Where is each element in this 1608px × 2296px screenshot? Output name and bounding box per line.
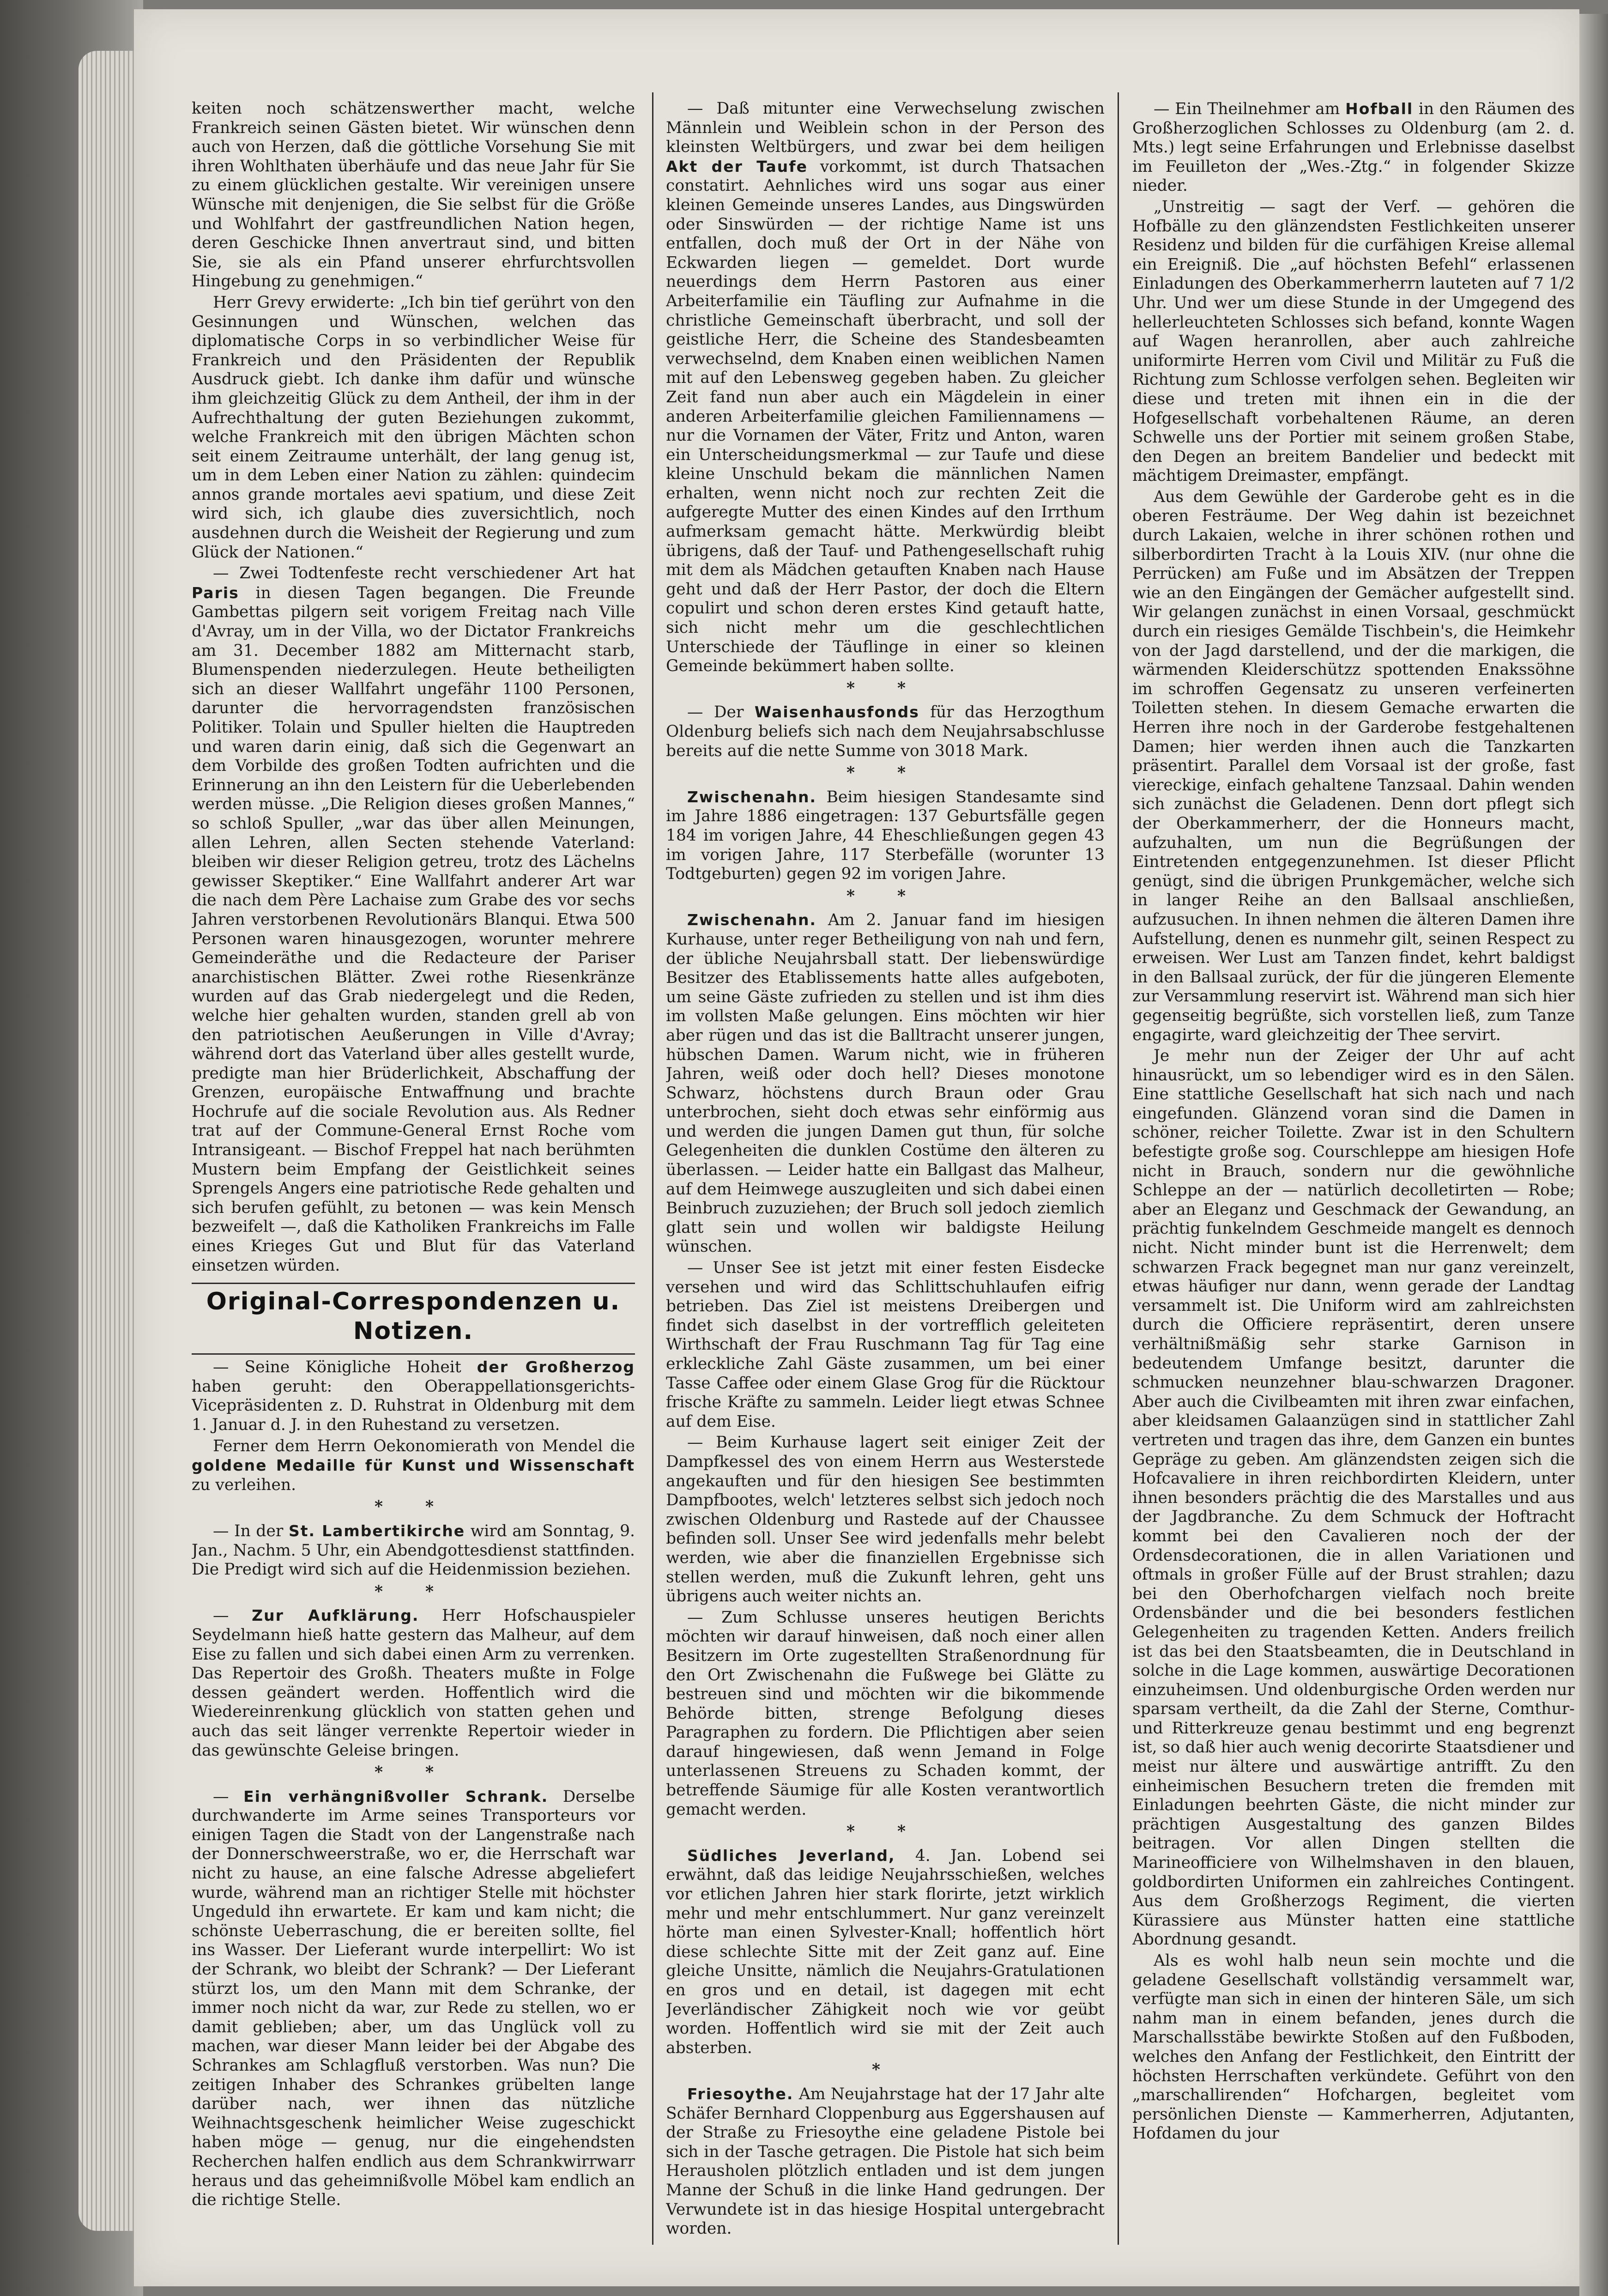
- section-divider: [192, 1283, 635, 1284]
- keyword: St. Lambertikirche: [288, 1521, 465, 1540]
- paragraph: — Der Waisenhausfonds für das Herzogthum Oldenburg beliefs sich nach dem Neujahrsabschlusse bereits auf die nette Summe von 3018 Mark.: [666, 703, 1105, 760]
- column-3: [1132, 99, 1575, 2242]
- paragraph: — Seine Königliche Hoheit der Großherzog haben geruht: den Oberappellationsgerichts-Vicepräsidenten z. D. Ruhstrat in Oldenburg mit dem 1. Januar d. J. in den Ruhestand zu versetzen.: [192, 1358, 635, 1434]
- paragraph: „Unstreitig — sagt der Verf. — gehören die Hofbälle zu den glänzendsten Festlichkeiten unserer Residenz und bilden für die curfähigen Kreise allemal ein Ereigniß. Die „auf höchsten Befehl“ erlassenen Einladungen des Oberkammerherrn lauteten auf 7 1/2 Uhr. Und wer um diese Stunde in der Umgegend des hellerleuchteten Schlosses sich befand, konnte Wagen auf Wagen heranrollen, aber auch zahlreiche uniformirte Herren vom Civil und Militär zu Fuß die Richtung zum Schlosse verfolgen sehen. Begleiten wir diese und treten mit ihnen ein in die der Hofgesellschaft vorbehaltenen Räume, an deren Schwelle uns der Portier mit seinem großen Stabe, den Degen an breitem Bandelier und bedeckt mit mächtigem Dreimaster, empfängt.: [1132, 197, 1575, 485]
- keyword: Südliches Jeverland,: [687, 1846, 895, 1865]
- keyword: Paris: [192, 583, 239, 602]
- separator-stars: *: [871, 2060, 899, 2079]
- separator-stars: * *: [374, 1582, 453, 1601]
- separator-stars: * *: [846, 763, 925, 782]
- paragraph: keiten noch schätzenswerther macht, welche Frankreich seinen Gästen bietet. Wir wünschen denn auch von Herzen, daß die göttliche Vorsehung Sie mit ihren Wohlthaten überhäufe und das neue Jahr für Sie zu einem glücklichen gestalte. Wir vereinigen unsere Wünsche mit denjenigen, die Sie selbst für die Größe und Wohlfahrt der gastfreundlichen Nation hegen, deren Geschicke Ihnen anvertraut sind, und bitten Sie, sie als ein Pfand unserer ehrfurchtsvollen Hingebung zu genehmigen.“: [192, 99, 635, 291]
- paragraph: Zwischenahn. Am 2. Januar fand im hiesigen Kurhause, unter reger Betheiligung von nah und fern, der übliche Neujahrsball statt. Der liebenswürdige Besitzer des Etablissements hatte alles aufgeboten, um seine Gäste zufrieden zu stellen und ist ihm dies im vollsten Maße gelungen. Eins möchten wir hier aber rügen und das ist die Balltracht unserer jungen, hübschen Damen. Warum nicht, wie in früheren Jahren, weiß oder doch hell? Dieses monotone Schwarz, höchstens durch Braun oder Grau unterbrochen, sieht doch etwas sehr einförmig aus und werden die jungen Damen gut thun, für solche Gelegenheiten die dunklen Costüme den älteren zu überlassen. — Leider hatte ein Ballgast das Malheur, auf dem Heimwege auszugleiten und sich dabei einen Beinbruch zuzuziehen; der Bruch soll jedoch ziemlich glatt sein und wollen wir baldigste Heilung wünschen.: [666, 911, 1105, 1256]
- separator-stars: * *: [846, 886, 925, 905]
- paragraph: Ferner dem Herrn Oekonomierath von Mendel die goldene Medaille für Kunst und Wissenschaft zu verleihen.: [192, 1436, 635, 1494]
- keyword: Hofball: [1345, 100, 1414, 118]
- paragraph: — In der St. Lambertikirche wird am Sonntag, 9. Jan., Nachm. 5 Uhr, ein Abendgottesdienst stattfinden. Die Predigt wird sich auf die Heidenmission beziehen.: [192, 1521, 635, 1579]
- keyword: Zur Aufklärung.: [252, 1606, 419, 1625]
- paragraph: Friesoythe. Am Neujahrstage hat der 17 Jahr alte Schäfer Bernhard Cloppenburg aus Eggershausen auf der Straße zu Friesoythe eine geladene Pistole bei sich in der Tasche getragen. Die Pistole hat sich beim Herausholen plötzlich entladen und ist dem jungen Manne der Schuß in die linke Hand gedrungen. Der Verwundete ist in das hiesige Hospital untergebracht worden.: [666, 2084, 1105, 2238]
- paragraph: Aus dem Gewühle der Garderobe geht es in die oberen Festräume. Der Weg dahin ist bezeichnet durch Lakaien, welche in ihrer schönen rothen und silberbordirten Tracht à la Louis XIV. (nur ohne die Perrücken) am Fuße und im Absätzen der Treppen wie an den Eingängen der Gemächer aufgestellt sind. Wir gelangen zunächst in einen Vorsaal, geschmückt durch ein riesiges Gemälde Tischbein's, die Heimkehr von der Jagd darstellend, und der die markigen, die wärmenden Kleiderschützz spottenden Enakssöhne im schroffen Gegensatz zu unseren verfeinerten Toiletten stehen. In diesem Gemache erwarten die Herren ihre noch in der Garderobe festgehaltenen Damen; hier werden ihnen auch die Tanzkarten präsentirt. Parallel dem Vorsaal ist der große, fast viereckige, einfach gehaltene Tanzsaal. Dahin wenden sich zunächst die Geladenen. Denn dort pflegt sich der Oberkammerherr, der die Honneurs macht, aufzuhalten, um nun die Begrüßungen der Eintretenden entgegenzunehmen. Ist dieser Pflicht genügt, sind die übrigen Prunkgemächer, welche sich in langer Reihe an den Ballsaal anschließen, aufzusuchen. In ihnen nehmen die älteren Damen ihre Aufstellung, denen es nunmehr gilt, seinen Respect zu erweisen. Wer Lust am Tanzen findet, kehrt baldigst in den Ballsaal zurück, der für die jüngeren Elemente zur Versammlung reservirt ist. Während man sich hier gegenseitig begrüßte, sich vorstellen ließ, zum Tanze engagirte, ward gleichzeitig der Thee servirt.: [1132, 487, 1575, 1044]
- paragraph: — Zwei Todtenfeste recht verschiedener Art hat Paris in diesen Tagen begangen. Die Freunde Gambettas pilgern seit vorigem Freitag nach Ville d'Avray, um in der Villa, wo der Dictator Frankreichs am 31. December 1882 am Mitternacht starb, Blumenspenden niederzulegen. Heute betheiligten sich an dieser Wallfahrt ungefähr 1100 Personen, darunter die hervorragendsten französischen Politiker. Tolain und Spuller hielten die Hauptreden und waren darin einig, daß sich die Gegenwart an dem Vorbilde des großen Todten aufrichten und die Erinnerung an ihn den Leistern für die Ueberlebenden werden müsse. „Die Religion dieses großen Mannes,“ so schloß Spuller, „war das über allen Meinungen, allen Lehren, allen Secten stehende Vaterland: bleiben wir dieser Religion getreu, trotz des Lächelns gewisser Skeptiker.“ Eine Wallfahrt anderer Art war die nach dem Père Lachaise zum Grabe des vor sechs Jahren verstorbenen Revolutionärs Blanqui. Etwa 500 Personen waren hinausgezogen, worunter mehrere Gemeinderäthe und die Redacteure der Pariser anarchistischen Blätter. Zwei rothe Riesenkränze wurden auf das Grab niedergelegt und die Reden, welche hier gehalten wurden, standen grell ab von den patriotischen Aeußerungen in Ville d'Avray; während dort das Vaterland über alles gestellt wurde, predigte man hier Brüderlichkeit, Abschaffung der Grenzen, europäische Entwaffnung und brachte Hochrufe auf die sociale Revolution aus. Als Redner trat auf der Commune-General Ernst Roche vom Intransigeant. — Bischof Freppel hat nach berühmten Mustern beim Empfang der Geistlichkeit seines Sprengels Angers eine patriotische Rede gehalten und sich berufen gefühlt, zu betonen — was kein Mensch bezweifelt —, daß die Katholiken Frankreichs im Falle eines Krieges Gut und Blut für das Vaterland einsetzen würden.: [192, 564, 635, 1275]
- paragraph: — Beim Kurhause lagert seit einiger Zeit der Dampfkessel des von einem Herrn aus Westerstede angekauften und für den hiesigen See bestimmten Dampfbootes, welch' letzteres selbst sich jedoch noch zwischen Oldenburg und Rastede auf der Chaussee befinden soll. Unser See wird jedenfalls mehr belebt werden, wie aber die finanziellen Ergebnisse sich stellen werden, muß die Zukunft lehren, geht uns übrigens auch weiter nichts an.: [666, 1433, 1105, 1606]
- keyword: Akt der Taufe: [666, 157, 808, 176]
- separator-stars: * *: [846, 1822, 925, 1841]
- keyword: Friesoythe.: [687, 2084, 794, 2103]
- paragraph: — Daß mitunter eine Verwechselung zwischen Männlein und Weiblein schon in der Person des kleinsten Weltbürgers, und zwar bei dem heiligen Akt der Taufe vorkommt, ist durch Thatsachen constatirt. Aehnliches wird uns sogar aus einer kleinen Gemeinde unseres Landes, aus Dingswürden oder Sinswürden — der richtige Name ist uns entfallen, doch muß der Ort in der Nähe von Eckwarden liegen — gemeldet. Dort wurde neuerdings dem Herrn Pastoren aus einer Arbeiterfamilie ein Täufling zur Aufnahme in die christliche Gemeinschaft überbracht, und soll der geistliche Herr, die Scheine des Standesbeamten verwechselnd, dem Knaben einen weiblichen Namen mit auf den Lebensweg gegeben haben. Zu gleicher Zeit fand nun aber auch ein Mägdelein in einer anderen Arbeiterfamilie gleichen Familiennamens — nur die Vornamen der Väter, Fritz und Anton, waren ein Unterscheidungsmerkmal — zur Taufe und diese kleine Unschuld bekam die männlichen Namen erhalten, wenn nicht noch zur rechten Zeit die aufgeregte Mutter des einen Kindes auf den Irrthum aufmerksam gemacht hätte. Merkwürdig bleibt übrigens, daß der Tauf- und Pathengesellschaft ruhig mit dem als Mädchen getauften Knaben nach Hause geht und daß der Herr Pastor, der doch die Eltern copulirt und schon deren erstes Kind getauft hatte, sich nicht mehr um die geschlechtlichen Unterschiede der Täuflinge in einer so kleinen Gemeinde bekümmert haben sollte.: [666, 99, 1105, 676]
- separator-stars: * *: [374, 1763, 453, 1782]
- paragraph: Südliches Jeverland, 4. Jan. Lobend sei erwähnt, daß das leidige Neujahrsschießen, welches vor etlichen Jahren hier stark florirte, jetzt wirklich mehr und mehr entschlummert. Nur ganz vereinzelt hörte man einen Sylvester-Knall; hoffentlich hört diese schlechte Sitte mit der Zeit ganz auf. Eine gleiche Unsitte, nämlich die Neujahrs-Gratulationen en gros und en detail, ist dagegen mit echt Jeverländischer Zähigkeit noch wie vor geübt worden. Hoffentlich wird sie mit der Zeit auch absterben.: [666, 1846, 1105, 2057]
- keyword: Ein verhängnißvoller Schrank.: [243, 1787, 549, 1805]
- page-right-edge: [1579, 14, 1608, 2296]
- keyword: Zwischenahn.: [687, 788, 817, 806]
- column-rule: [1118, 92, 1119, 2245]
- separator-stars: * *: [374, 1497, 453, 1516]
- keyword: der Großherzog: [477, 1358, 635, 1376]
- paragraph: — Ein Theilnehmer am Hofball in den Räumen des Großherzoglichen Schlosses zu Oldenburg (am 2. d. Mts.) legt seine Erfahrungen und Erlebnisse daselbst im Feuilleton der „Wes.-Ztg.“ in folgender Skizze nieder.: [1132, 100, 1575, 195]
- section-title: Original-Correspondenzen u. Notizen.: [206, 1288, 621, 1345]
- column-1: [192, 99, 635, 2242]
- keyword: Zwischenahn.: [687, 911, 817, 929]
- paragraph: Zwischenahn. Beim hiesigen Standesamte sind im Jahre 1886 eingetragen: 137 Geburtsfälle gegen 184 im vorigen Jahre, 44 Eheschließungen gegen 43 im vorigen Jahre, 117 Sterbefälle (worunter 13 Todtgeburten) gegen 92 im vorigen Jahre.: [666, 788, 1105, 884]
- keyword: Waisenhausfonds: [754, 703, 919, 721]
- paragraph: — Unser See ist jetzt mit einer festen Eisdecke versehen und wird das Schlittschuhlaufen eifrig betrieben. Das Ziel ist meistens Dreibergen und findet sich daselbst in der vortrefflich geleiteten Wirthschaft der Frau Ruschmann Tag für Tag eine erkleckliche Zahl Gäste zusammen, um bei einer Tasse Caffee oder einem Glase Grog für die Rücktour frische Kräfte zu sammeln. Leider liegt etwas Schnee auf dem Eise.: [666, 1259, 1105, 1431]
- paragraph: Herr Grevy erwiderte: „Ich bin tief gerührt von den Gesinnungen und Wünschen, welchen das diplomatische Corps in so verbindlicher Weise für Frankreich und den Präsidenten der Republik Ausdruck giebt. Ich danke ihm dafür und wünsche ihm gleichzeitig Glück zu dem Antheil, der ihm in der Aufrechthaltung der guten Beziehungen zukommt, welche Frankreich mit den übrigen Mächten schon seit einem Zeitraume unterhält, der lang genug ist, um in dem Leben einer Nation zu zählen: quindecim annos grande mortales aevi spatium, und diese Zeit wird sich, ich glaube dies zuversichtlich, noch ausdehnen durch die Weisheit der Regierung und zum Glück der Nationen.“: [192, 293, 635, 562]
- paragraph: Als es wohl halb neun sein mochte und die geladene Gesellschaft vollständig versammelt war, verfügte man sich in einen der hinteren Säle, um sich nahm man in einem befanden, jenes durch die Marschallsstäbe bewirkte Stoßen auf den Fußboden, welches den Anfang der Festlichkeit, den Eintritt der höchsten Herrschaften verkündete. Geführt von den „marschallirenden“ Hofchargen, begleitet vom persönlichen Dienste — Kammerherren, Adjutanten, Hofdamen du jour: [1132, 1951, 1575, 2143]
- paragraph: Je mehr nun der Zeiger der Uhr auf acht hinausrückt, um so lebendiger wird es in den Sälen. Eine stattliche Gesellschaft hat sich nach und nach eingefunden. Glänzend voran sind die Damen in schöner, reicher Toilette. Zwar ist in den Schultern befestigte große sog. Courschleppe am hiesigen Hofe nicht in Brauch, sondern nur die gewöhnliche Schleppe an der — natürlich decolletirten — Robe; aber an Eleganz und Geschmack der Gewandung, an prächtig funkelndem Geschmeide mangelt es dennoch nicht. Nicht minder bunt ist die Herrenwelt; dem schwarzen Frack begegnet man nur ganz vereinzelt, etwas häufiger nur dann, wenn gerade der Landtag versammelt ist. Die Uniform wird am zahlreichsten durch die Officiere repräsentirt, deren unsere verhältnißmäßig sehr starke Garnison in bedeutendem Umfange besitzt, darunter die schmucken neunzehner blau-schwarzen Dragoner. Aber auch die Civilbeamten mit ihren zwar einfachen, aber kleidsamen Galaanzügen sind in stattlicher Zahl vertreten und tragen das ihre, dem Ganzen ein buntes Gepräge zu geben. Am glänzendsten zeigen sich die Hofcavaliere in ihren reichbordirten Kleidern, unter ihnen besonders prächtig die des Marstalles und aus der Jagdbranche. Zu dem Schmuck der Hoftracht kommt bei den Cavalieren noch der der Ordensdecorationen, die in allen Variationen und oftmals in großer Fülle auf der Brust strahlen; dazu bei den Oberhofchargen vielfach noch breite Ordensbänder und die bei besonders festlichen Gelegenheiten zu tragenden Ketten. Anders freilich ist das bei den Staatsbeamten, die in Deutschland in solche in die Lage kommen, auswärtige Decorationen einzuheimsen. Und oldenburgische Orden werden nur sparsam vertheilt, da die Zahl der Sterne, Comthur- und Ritterkreuze genau bestimmt und eng begrenzt ist, so daß hier auch wenig decorirte Staatsdiener und meist nur ältere und auswärtige antrifft. Zu den einheimischen Besuchern treten die fremden mit Einladungen beehrten Gäste, die nicht minder zur prächtigen Ausgestaltung des ganzen Bildes beitragen. Vor allen Dingen stellten die Marineofficiere von Wilhelmshaven in den blauen, goldbordirten Uniformen ein zahlreiches Contingent. Aus dem Großherzogs Regiment, die vierten Kürassiere aus Münster hatten eine stattliche Abordnung gesandt.: [1132, 1047, 1575, 1949]
- paragraph: — Ein verhängnißvoller Schrank. Derselbe durchwanderte im Arme seines Transporteurs vor einigen Tagen die Stadt von der Langenstraße nach der Donnerschweerstraße, wo er, die Herrschaft war nicht zu hause, an eine falsche Adresse abgeliefert wurde, während man an richtiger Stelle mit höchster Ungeduld ihn erwartete. Er kam und kam nicht; die schönste Ueberraschung, die er bereiten sollte, fiel ins Wasser. Der Lieferant wurde interpellirt: Wo ist der Schrank, wo bleibt der Schrank? — Der Lieferant stürzt los, um den Mann mit dem Schranke, der immer noch nicht da war, zur Rede zu stellen, wo er damit geblieben; aber, um das Unglück voll zu machen, war dieser Mann leider bei der Abgabe des Schrankes am Schlagfluß verstorben. Was nun? Die zeitigen Inhaber des Schrankes grübelten lange darüber nach, wer ihnen das nützliche Weihnachtsgeschenk heimlicher Weise zugeschickt haben möge — genug, nur die eingehendsten Recherchen halfen endlich aus dem Schrankwirrwarr heraus und das geheimnißvolle Möbel kam endlich an die richtige Stelle.: [192, 1787, 635, 2210]
- paragraph: — Zur Aufklärung. Herr Hofschauspieler Seydelmann hieß hatte gestern das Malheur, auf dem Eise zu fallen und sich dabei einen Arm zu verrenken. Das Repertoir des Großh. Theaters mußte in Folge dessen geändert werden. Hoffentlich wird die Wiedereinrenkung glücklich von statten gehen und auch das seit länger verrenkte Repertoir wieder in das gewünschte Geleise bringen.: [192, 1606, 635, 1760]
- separator-stars: * *: [846, 679, 925, 697]
- column-rule: [652, 92, 653, 2245]
- column-2: [666, 99, 1105, 2242]
- keyword: goldene Medaille für Kunst und Wissenschaft: [192, 1456, 635, 1475]
- section-divider: [192, 1353, 635, 1355]
- paragraph: — Zum Schlusse unseres heutigen Berichts möchten wir darauf hinweisen, daß noch einer allen Besitzern im Orte zugestellten Straßenordnung für den Ort Zwischenahn die Fußwege bei Glätte zu bestreuen sind und möchten wir die bikommende Behörde bitten, strenge Befolgung dieses Paragraphen zu fordern. Die Pflichtigen aber seien darauf hingewiesen, daß wenn Jemand in Folge unterlassenen Streuens zu Schaden kommt, der betreffende Säumige für alle Kosten verantwortlich gemacht werden.: [666, 1608, 1105, 1819]
